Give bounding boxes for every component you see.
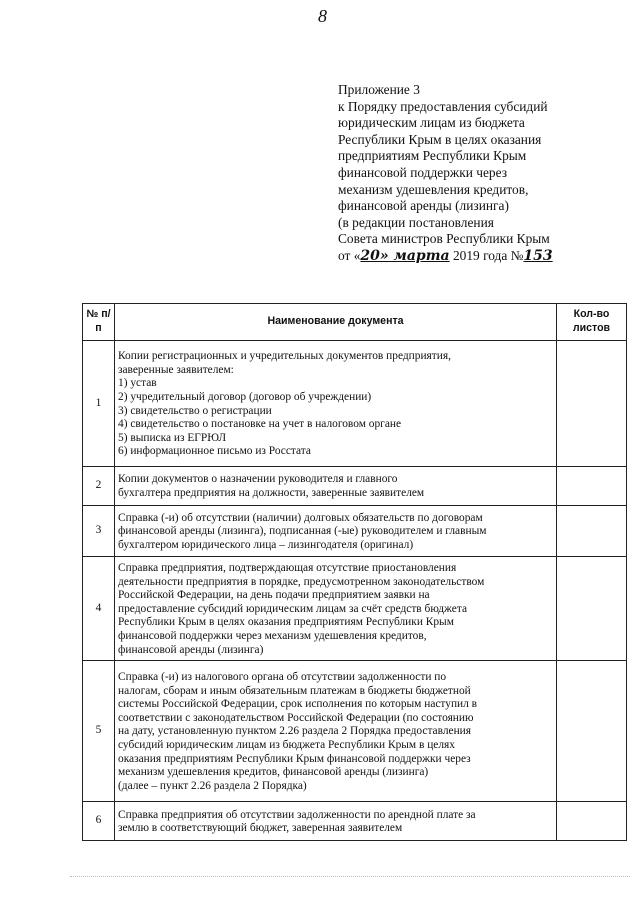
document-text-line: налогам, сборам и иным обязательным платежам в бюджеты бюджетной	[118, 684, 471, 697]
appendix-line: Совета министров Республики Крым	[338, 231, 550, 247]
table-row	[83, 506, 627, 557]
row-document-name	[115, 506, 557, 557]
row-number: 5	[83, 661, 115, 802]
table-row	[83, 802, 627, 841]
date-suffix: 2019 года №	[449, 247, 524, 263]
appendix-line: юридическим лицам из бюджета	[338, 115, 525, 131]
document-text-line: (далее – пункт 2.26 раздела 2 Порядка)	[118, 779, 307, 792]
page-number: 8	[318, 6, 327, 26]
document-text-line: Справка (-и) из налогового органа об отсутствии задолженности по	[118, 670, 447, 683]
row-document-name	[115, 341, 557, 467]
document-text-line: бухгалтера предприятия на должности, заверенные заявителем	[118, 487, 425, 499]
document-text-line: Копии документов о назначении руководителя и главного	[118, 473, 398, 486]
document-text-line: оказания предприятиям Республики Крым финансовой поддержки через	[118, 752, 471, 765]
document-text-line: субсидий юридическим лицам из бюджета Республики Крым в целях	[118, 738, 455, 751]
document-text-line: Справка предприятия, подтверждающая отсутствие приостановления	[118, 562, 457, 574]
document-text-line: 5) выписка из ЕГРЮЛ	[118, 431, 227, 444]
row-number: 6	[83, 802, 115, 841]
row-sheet-count[interactable]	[557, 467, 627, 506]
document-text-line: 2) учредительный договор (договор об учреждении)	[118, 390, 372, 403]
handwritten-number: 153	[523, 247, 553, 264]
document-text-line: 4) свидетельство о постановке на учет в налоговом органе	[118, 418, 402, 431]
row-number: 2	[83, 467, 115, 506]
table-header-row	[83, 304, 627, 341]
appendix-line: предприятиям Республики Крым	[338, 148, 527, 164]
header-name: Наименование документа	[115, 304, 557, 341]
table-row	[83, 557, 627, 661]
row-sheet-count[interactable]	[557, 557, 627, 661]
documents-table	[82, 303, 627, 841]
document-text-line: 6) информационное письмо из Росстата	[118, 445, 311, 458]
row-number: 3	[83, 506, 115, 557]
date-prefix: от «	[338, 247, 361, 263]
row-number: 4	[83, 557, 115, 661]
appendix-lines	[338, 82, 628, 248]
document-text-line: соответствии с законодательством Российской Федерации (по состоянию	[118, 711, 474, 724]
header-qty: Кол-во листов	[557, 304, 627, 341]
table-row	[83, 661, 627, 802]
appendix-line: Республики Крым в целях оказания	[338, 131, 542, 147]
appendix-line: (в редакции постановления	[338, 214, 494, 230]
document-text-line: Справка предприятия об отсутствии задолженности по арендной плате за	[118, 808, 476, 821]
row-document-name	[115, 557, 557, 661]
row-sheet-count[interactable]	[557, 506, 627, 557]
appendix-line: механизм удешевления кредитов,	[338, 181, 529, 197]
row-sheet-count[interactable]	[557, 661, 627, 802]
document-text-line: Копии регистрационных и учредительных документов предприятия,	[118, 350, 451, 363]
appendix-line: к Порядку предоставления субсидий	[338, 98, 548, 114]
document-text-line: финансовой аренды (лизинга), подписанная (-ые) руководителем и главным	[118, 525, 487, 538]
document-text-line: заверенные заявителем:	[118, 363, 234, 376]
document-text-line: 3) свидетельство о регистрации	[118, 404, 272, 417]
document-text-line: Российской Федерации, на день подачи предприятием заявки на	[118, 589, 430, 602]
document-text-line: на дату, установленную пунктом 2.26 раздела 2 Порядка предоставления	[118, 725, 472, 738]
table-row	[83, 341, 627, 467]
document-text-line: деятельности предприятия в порядке, предусмотренном законодательством	[118, 575, 485, 588]
appendix-date-line	[338, 248, 628, 265]
document-text-line: финансовой поддержки через механизм удешевления кредитов,	[118, 629, 427, 642]
row-document-name	[115, 661, 557, 802]
row-document-name	[115, 802, 557, 841]
bottom-divider	[70, 876, 630, 877]
row-sheet-count[interactable]	[557, 802, 627, 841]
document-text-line: системы Российской Федерации, срок исполнения по которым наступил в	[118, 698, 478, 711]
document-text-line: финансовой аренды (лизинга)	[118, 643, 264, 656]
document-text-line: предоставление субсидий юридическим лицам за счёт средств бюджета	[118, 602, 468, 615]
header-number: № п/п	[83, 304, 115, 341]
document-text-line: механизм удешевления кредитов, финансовой аренды (лизинга)	[118, 766, 429, 779]
row-sheet-count[interactable]	[557, 341, 627, 467]
document-text-line: бухгалтером юридического лица – лизингодателя (оригинал)	[118, 538, 414, 551]
handwritten-date: 20» марта	[360, 247, 450, 264]
document-text-line: Справка (-и) об отсутствии (наличии) долговых обязательств по договорам	[118, 511, 483, 524]
document-text-line: 1) устав	[118, 377, 157, 390]
document-text-line: Республики Крым в целях оказания предприятиям Республики Крым	[118, 616, 454, 629]
appendix-line: финансовой поддержки через	[338, 164, 507, 180]
row-document-name	[115, 467, 557, 506]
appendix-line: финансовой аренды (лизинга)	[338, 198, 509, 214]
document-text-line: землю в соответствующий бюджет, заверенная заявителем	[118, 822, 403, 835]
appendix-header	[338, 82, 628, 265]
table-row	[83, 467, 627, 506]
appendix-line: Приложение 3	[338, 82, 420, 97]
row-number: 1	[83, 341, 115, 467]
